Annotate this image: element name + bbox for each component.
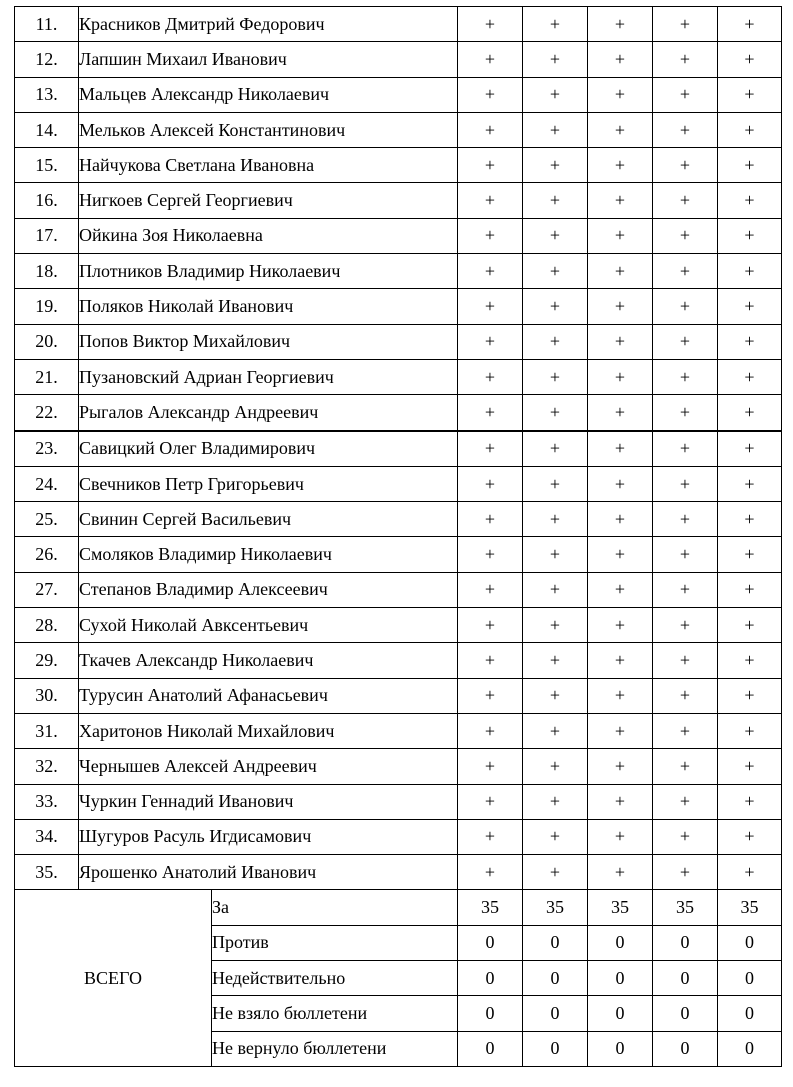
- vote-mark: +: [718, 359, 782, 394]
- vote-mark: +: [718, 713, 782, 748]
- vote-mark: +: [653, 713, 718, 748]
- vote-mark: +: [458, 784, 523, 819]
- vote-mark: +: [588, 148, 653, 183]
- vote-mark: +: [718, 42, 782, 77]
- totals-value: 0: [718, 925, 782, 960]
- vote-mark: +: [458, 537, 523, 572]
- table-row: [15, 819, 782, 854]
- vote-mark: +: [458, 77, 523, 112]
- totals-value: 35: [458, 890, 523, 925]
- vote-mark: +: [653, 678, 718, 713]
- vote-mark: +: [653, 218, 718, 253]
- vote-mark: +: [588, 713, 653, 748]
- vote-mark: +: [653, 395, 718, 431]
- vote-mark: +: [718, 77, 782, 112]
- table-row: [15, 42, 782, 77]
- vote-mark: +: [718, 289, 782, 324]
- totals-label: Недействительно: [212, 961, 458, 996]
- totals-value: 0: [653, 1031, 718, 1066]
- vote-mark: +: [653, 254, 718, 289]
- vote-mark: +: [458, 502, 523, 537]
- totals-value: 0: [653, 996, 718, 1031]
- row-number: 24.: [15, 466, 79, 501]
- vote-mark: +: [458, 749, 523, 784]
- deputy-name: Красников Дмитрий Федорович: [79, 7, 458, 42]
- vote-mark: +: [653, 502, 718, 537]
- vote-mark: +: [653, 324, 718, 359]
- vote-mark: +: [718, 855, 782, 890]
- vote-mark: +: [588, 359, 653, 394]
- table-row: [15, 183, 782, 218]
- vote-mark: +: [458, 112, 523, 147]
- deputy-name: Пузановский Адриан Георгиевич: [79, 359, 458, 394]
- vote-mark: +: [523, 784, 588, 819]
- vote-mark: +: [718, 395, 782, 431]
- deputy-name: Чуркин Геннадий Иванович: [79, 784, 458, 819]
- vote-mark: +: [588, 749, 653, 784]
- table-row: [15, 431, 782, 467]
- totals-row: [15, 890, 782, 925]
- table-row: [15, 466, 782, 501]
- totals-label: Не вернуло бюллетени: [212, 1031, 458, 1066]
- vote-mark: +: [653, 359, 718, 394]
- row-number: 19.: [15, 289, 79, 324]
- vote-mark: +: [458, 643, 523, 678]
- vote-mark: +: [588, 218, 653, 253]
- deputy-name: Лапшин Михаил Иванович: [79, 42, 458, 77]
- totals-value: 0: [458, 996, 523, 1031]
- totals-value: 0: [523, 925, 588, 960]
- totals-value: 0: [458, 925, 523, 960]
- vote-mark: +: [523, 466, 588, 501]
- deputy-name: Турусин Анатолий Афанасьевич: [79, 678, 458, 713]
- deputy-name: Плотников Владимир Николаевич: [79, 254, 458, 289]
- row-number: 13.: [15, 77, 79, 112]
- vote-mark: +: [718, 643, 782, 678]
- vote-mark: +: [458, 466, 523, 501]
- vote-mark: +: [718, 784, 782, 819]
- deputy-name: Рыгалов Александр Андреевич: [79, 395, 458, 431]
- row-number: 26.: [15, 537, 79, 572]
- vote-mark: +: [523, 431, 588, 467]
- vote-mark: +: [653, 112, 718, 147]
- vote-mark: +: [523, 537, 588, 572]
- vote-mark: +: [588, 784, 653, 819]
- vote-mark: +: [588, 819, 653, 854]
- row-number: 23.: [15, 431, 79, 467]
- row-number: 34.: [15, 819, 79, 854]
- vote-mark: +: [523, 643, 588, 678]
- vote-mark: +: [718, 183, 782, 218]
- totals-value: 0: [458, 961, 523, 996]
- totals-value: 0: [588, 1031, 653, 1066]
- vote-mark: +: [588, 289, 653, 324]
- table-row: [15, 218, 782, 253]
- row-number: 21.: [15, 359, 79, 394]
- table-row: [15, 77, 782, 112]
- vote-mark: +: [523, 7, 588, 42]
- table-row: [15, 643, 782, 678]
- deputy-name: Найчукова Светлана Ивановна: [79, 148, 458, 183]
- totals-value: 0: [718, 1031, 782, 1066]
- vote-mark: +: [458, 608, 523, 643]
- vote-mark: +: [718, 7, 782, 42]
- vote-mark: +: [523, 819, 588, 854]
- vote-mark: +: [458, 218, 523, 253]
- table-row: [15, 608, 782, 643]
- deputy-name: Ойкина Зоя Николаевна: [79, 218, 458, 253]
- vote-mark: +: [588, 395, 653, 431]
- table-row: [15, 359, 782, 394]
- row-number: 35.: [15, 855, 79, 890]
- vote-mark: +: [523, 359, 588, 394]
- vote-mark: +: [718, 749, 782, 784]
- row-number: 33.: [15, 784, 79, 819]
- totals-value: 0: [588, 925, 653, 960]
- totals-value: 35: [718, 890, 782, 925]
- totals-value: 0: [523, 961, 588, 996]
- table-row: [15, 395, 782, 431]
- table-row: [15, 148, 782, 183]
- deputy-name: Чернышев Алексей Андреевич: [79, 749, 458, 784]
- totals-label: За: [212, 890, 458, 925]
- vote-mark: +: [653, 148, 718, 183]
- vote-mark: +: [653, 431, 718, 467]
- totals-value: 0: [653, 961, 718, 996]
- vote-mark: +: [653, 77, 718, 112]
- vote-mark: +: [523, 148, 588, 183]
- vote-mark: +: [718, 431, 782, 467]
- deputy-name: Свинин Сергей Васильевич: [79, 502, 458, 537]
- totals-label: Против: [212, 925, 458, 960]
- vote-mark: +: [523, 324, 588, 359]
- vote-mark: +: [458, 42, 523, 77]
- vote-mark: +: [588, 502, 653, 537]
- vote-mark: +: [458, 572, 523, 607]
- vote-mark: +: [653, 537, 718, 572]
- row-number: 27.: [15, 572, 79, 607]
- vote-mark: +: [458, 254, 523, 289]
- vote-mark: +: [718, 537, 782, 572]
- vote-mark: +: [653, 855, 718, 890]
- vote-mark: +: [718, 608, 782, 643]
- vote-mark: +: [588, 537, 653, 572]
- vote-mark: +: [588, 42, 653, 77]
- vote-mark: +: [588, 324, 653, 359]
- vote-mark: +: [523, 502, 588, 537]
- vote-mark: +: [653, 42, 718, 77]
- vote-mark: +: [653, 572, 718, 607]
- deputy-name: Мельков Алексей Константинович: [79, 112, 458, 147]
- vote-mark: +: [718, 218, 782, 253]
- deputy-name: Нигкоев Сергей Георгиевич: [79, 183, 458, 218]
- vote-mark: +: [653, 183, 718, 218]
- vote-mark: +: [523, 289, 588, 324]
- row-number: 29.: [15, 643, 79, 678]
- vote-mark: +: [588, 254, 653, 289]
- row-number: 14.: [15, 112, 79, 147]
- row-number: 28.: [15, 608, 79, 643]
- vote-mark: +: [523, 572, 588, 607]
- vote-mark: +: [588, 7, 653, 42]
- vote-mark: +: [588, 855, 653, 890]
- table-row: [15, 254, 782, 289]
- vote-mark: +: [588, 112, 653, 147]
- row-number: 31.: [15, 713, 79, 748]
- vote-mark: +: [718, 572, 782, 607]
- voting-table: [14, 6, 782, 1067]
- vote-mark: +: [523, 749, 588, 784]
- vote-mark: +: [588, 183, 653, 218]
- totals-label: Не взяло бюллетени: [212, 996, 458, 1031]
- vote-mark: +: [523, 713, 588, 748]
- deputy-name: Свечников Петр Григорьевич: [79, 466, 458, 501]
- vote-mark: +: [653, 819, 718, 854]
- vote-mark: +: [588, 643, 653, 678]
- table-row: [15, 784, 782, 819]
- table-row: [15, 502, 782, 537]
- row-number: 32.: [15, 749, 79, 784]
- vote-mark: +: [523, 112, 588, 147]
- vote-mark: +: [718, 678, 782, 713]
- vote-mark: +: [588, 77, 653, 112]
- deputy-name: Попов Виктор Михайлович: [79, 324, 458, 359]
- totals-value: 35: [588, 890, 653, 925]
- table-row: [15, 537, 782, 572]
- vote-mark: +: [458, 395, 523, 431]
- vote-mark: +: [718, 112, 782, 147]
- totals-value: 0: [718, 996, 782, 1031]
- row-number: 22.: [15, 395, 79, 431]
- totals-value: 35: [523, 890, 588, 925]
- totals-value: 0: [523, 1031, 588, 1066]
- vote-mark: +: [653, 608, 718, 643]
- row-number: 25.: [15, 502, 79, 537]
- vote-mark: +: [588, 466, 653, 501]
- vote-mark: +: [523, 608, 588, 643]
- table-row: [15, 289, 782, 324]
- totals-value: 0: [588, 961, 653, 996]
- table-row: [15, 678, 782, 713]
- row-number: 18.: [15, 254, 79, 289]
- vote-mark: +: [653, 784, 718, 819]
- totals-value: 35: [653, 890, 718, 925]
- row-number: 15.: [15, 148, 79, 183]
- vote-mark: +: [718, 254, 782, 289]
- table-row: [15, 7, 782, 42]
- vote-mark: +: [653, 643, 718, 678]
- vote-mark: +: [523, 42, 588, 77]
- table-row: [15, 855, 782, 890]
- row-number: 12.: [15, 42, 79, 77]
- deputy-name: Ярошенко Анатолий Иванович: [79, 855, 458, 890]
- vote-mark: +: [458, 713, 523, 748]
- totals-title: ВСЕГО: [15, 890, 212, 1066]
- deputy-name: Смоляков Владимир Николаевич: [79, 537, 458, 572]
- vote-mark: +: [718, 148, 782, 183]
- vote-mark: +: [523, 218, 588, 253]
- vote-mark: +: [458, 431, 523, 467]
- deputy-name: Степанов Владимир Алексеевич: [79, 572, 458, 607]
- totals-value: 0: [718, 961, 782, 996]
- vote-mark: +: [458, 183, 523, 218]
- vote-mark: +: [523, 678, 588, 713]
- deputy-name: Поляков Николай Иванович: [79, 289, 458, 324]
- vote-mark: +: [458, 855, 523, 890]
- deputy-name: Мальцев Александр Николаевич: [79, 77, 458, 112]
- vote-mark: +: [588, 678, 653, 713]
- row-number: 16.: [15, 183, 79, 218]
- row-number: 17.: [15, 218, 79, 253]
- totals-value: 0: [653, 925, 718, 960]
- vote-mark: +: [458, 359, 523, 394]
- table-row: [15, 713, 782, 748]
- vote-mark: +: [588, 608, 653, 643]
- vote-mark: +: [718, 324, 782, 359]
- table-row: [15, 749, 782, 784]
- vote-mark: +: [458, 7, 523, 42]
- row-number: 20.: [15, 324, 79, 359]
- deputy-name: Шугуров Расуль Игдисамович: [79, 819, 458, 854]
- table-row: [15, 112, 782, 147]
- vote-mark: +: [523, 254, 588, 289]
- row-number: 30.: [15, 678, 79, 713]
- vote-mark: +: [458, 148, 523, 183]
- row-number: 11.: [15, 7, 79, 42]
- vote-mark: +: [653, 466, 718, 501]
- vote-mark: +: [458, 289, 523, 324]
- voting-table-body: [15, 7, 782, 1067]
- vote-mark: +: [588, 431, 653, 467]
- vote-mark: +: [523, 395, 588, 431]
- vote-mark: +: [523, 855, 588, 890]
- deputy-name: Савицкий Олег Владимирович: [79, 431, 458, 467]
- vote-mark: +: [653, 749, 718, 784]
- vote-mark: +: [588, 572, 653, 607]
- vote-mark: +: [718, 819, 782, 854]
- totals-value: 0: [458, 1031, 523, 1066]
- totals-value: 0: [588, 996, 653, 1031]
- totals-value: 0: [523, 996, 588, 1031]
- deputy-name: Ткачев Александр Николаевич: [79, 643, 458, 678]
- vote-mark: +: [523, 183, 588, 218]
- deputy-name: Сухой Николай Авксентьевич: [79, 608, 458, 643]
- vote-mark: +: [458, 819, 523, 854]
- vote-mark: +: [718, 466, 782, 501]
- vote-mark: +: [458, 324, 523, 359]
- vote-mark: +: [653, 7, 718, 42]
- deputy-name: Харитонов Николай Михайлович: [79, 713, 458, 748]
- table-row: [15, 324, 782, 359]
- vote-mark: +: [458, 678, 523, 713]
- vote-mark: +: [718, 502, 782, 537]
- vote-mark: +: [523, 77, 588, 112]
- vote-mark: +: [653, 289, 718, 324]
- table-row: [15, 572, 782, 607]
